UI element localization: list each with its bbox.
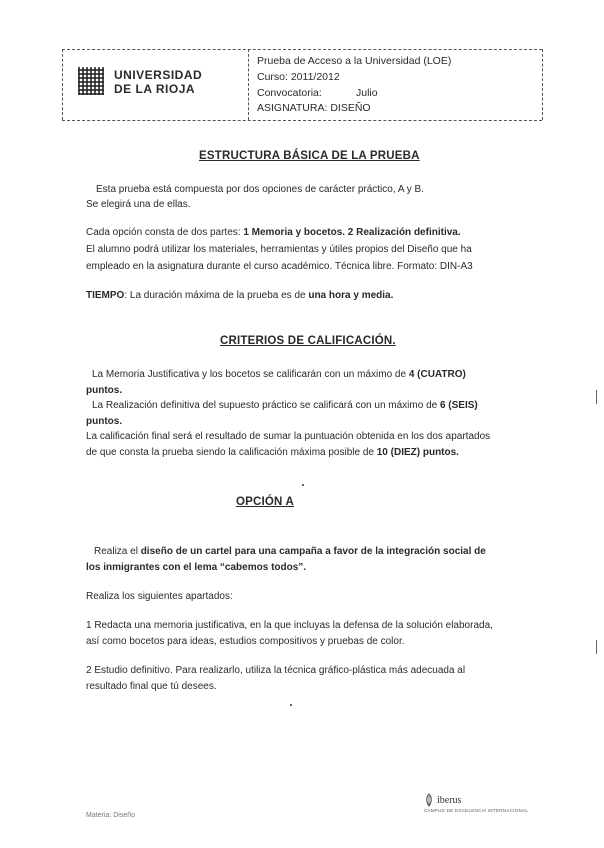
header-frame-bottom <box>62 120 542 121</box>
criteria-c3-text: de que consta la prueba siendo la calificación máxima posible de <box>86 447 377 458</box>
structure-p1-line2: Se elegirá una de ellas. <box>86 199 191 210</box>
criteria-c1-text: La Memoria Justificativa y los bocetos se calificarán con un máximo de <box>92 369 409 380</box>
university-logo-icon <box>78 67 104 95</box>
structure-p1-line1: Esta prueba está compuesta por dos opciones de carácter práctico, A y B. <box>96 184 424 195</box>
iberus-subtitle: CAMPUS DE EXCELENCIA INTERNACIONAL <box>424 808 529 813</box>
scan-speck <box>290 704 292 706</box>
scan-speck <box>596 390 597 404</box>
option-a-task-bold: diseño de un cartel para una campaña a favor de la integración social de <box>140 546 486 557</box>
header-frame-top <box>62 49 542 50</box>
iberus-mark-icon <box>424 793 434 807</box>
structure-p2-line2: El alumno podrá utilizar los materiales, herramientas y útiles propios del Diseño que ha <box>86 244 472 255</box>
scan-speck <box>302 484 304 486</box>
criteria-c3-line1: La calificación final será el resultado de sumar la puntuación obtenida en los dos apartados <box>86 431 491 442</box>
option-a-item2-line1: 2 Estudio definitivo. Para realizarlo, utiliza la técnica gráfico-plástica más adecuada al <box>86 665 466 676</box>
criteria-c1-line1 <box>92 366 466 383</box>
option-a-item1-line2: así como bocetos para ideas, estudios compositivos y pruebas de color. <box>86 636 405 647</box>
course-year: Curso: 2011/2012 <box>257 71 340 83</box>
time-text: : La duración máxima de la prueba es de <box>124 290 309 301</box>
structure-title: ESTRUCTURA BÁSICA DE LA PRUEBA <box>199 150 420 162</box>
option-a-task-line1 <box>94 543 486 560</box>
criteria-c2-points: 6 (SEIS) <box>439 400 478 411</box>
university-name-line2: DE LA RIOJA <box>114 82 196 96</box>
structure-p2-intro: Cada opción consta de dos partes: <box>86 227 244 238</box>
header-divider <box>248 49 249 120</box>
option-a-title: OPCIÓN A <box>236 496 295 508</box>
structure-p2-line3: empleado en la asignatura durante el curso académico. Técnica libre. Formato: DIN-A3 <box>86 261 473 272</box>
criteria-c2-line1 <box>92 397 478 414</box>
exam-name: Prueba de Acceso a la Universidad (LOE) <box>257 55 452 67</box>
iberus-logo <box>424 793 528 813</box>
call-value: Julio <box>356 87 378 99</box>
iberus-brand: iberus <box>437 794 462 806</box>
option-a-task-motto: los inmigrantes con el lema “cabemos todos”. <box>86 562 307 573</box>
option-a-item1-line1: 1 Redacta una memoria justificativa, en la que incluyas la defensa de la solución elaborada, <box>86 620 493 631</box>
criteria-c1-suffix: puntos. <box>86 385 123 396</box>
criteria-c2-suffix: puntos. <box>86 416 123 427</box>
criteria-c3-line2 <box>86 444 459 461</box>
university-name-line1: UNIVERSIDAD <box>114 68 203 82</box>
structure-p2-parts: 1 Memoria y bocetos. 2 Realización definitiva. <box>243 227 461 238</box>
option-a-item2-line2: resultado final que tú desees. <box>86 681 217 692</box>
subject: ASIGNATURA: DISEÑO <box>257 102 371 114</box>
option-a-task-intro: Realiza el <box>94 546 141 557</box>
time-line <box>86 287 393 304</box>
header-frame-left <box>62 49 63 120</box>
structure-p2-line1 <box>86 224 461 241</box>
criteria-c1-points: 4 (CUATRO) <box>408 369 466 380</box>
criteria-c3-points: 10 (DIEZ) puntos. <box>376 447 459 458</box>
footer-subject: Materia: Diseño <box>86 812 136 819</box>
criteria-title: CRITERIOS DE CALIFICACIÓN. <box>220 335 396 347</box>
option-a-task-line2 <box>86 559 306 576</box>
call-label: Convocatoria: <box>257 87 322 99</box>
time-duration: una hora y media. <box>308 290 394 301</box>
time-label: TIEMPO <box>86 290 125 301</box>
header-frame-right <box>542 49 543 120</box>
scan-speck <box>596 640 597 654</box>
option-a-intro: Realiza los siguientes apartados: <box>86 591 233 602</box>
criteria-c2-text: La Realización definitiva del supuesto práctico se calificará con un máximo de <box>92 400 440 411</box>
